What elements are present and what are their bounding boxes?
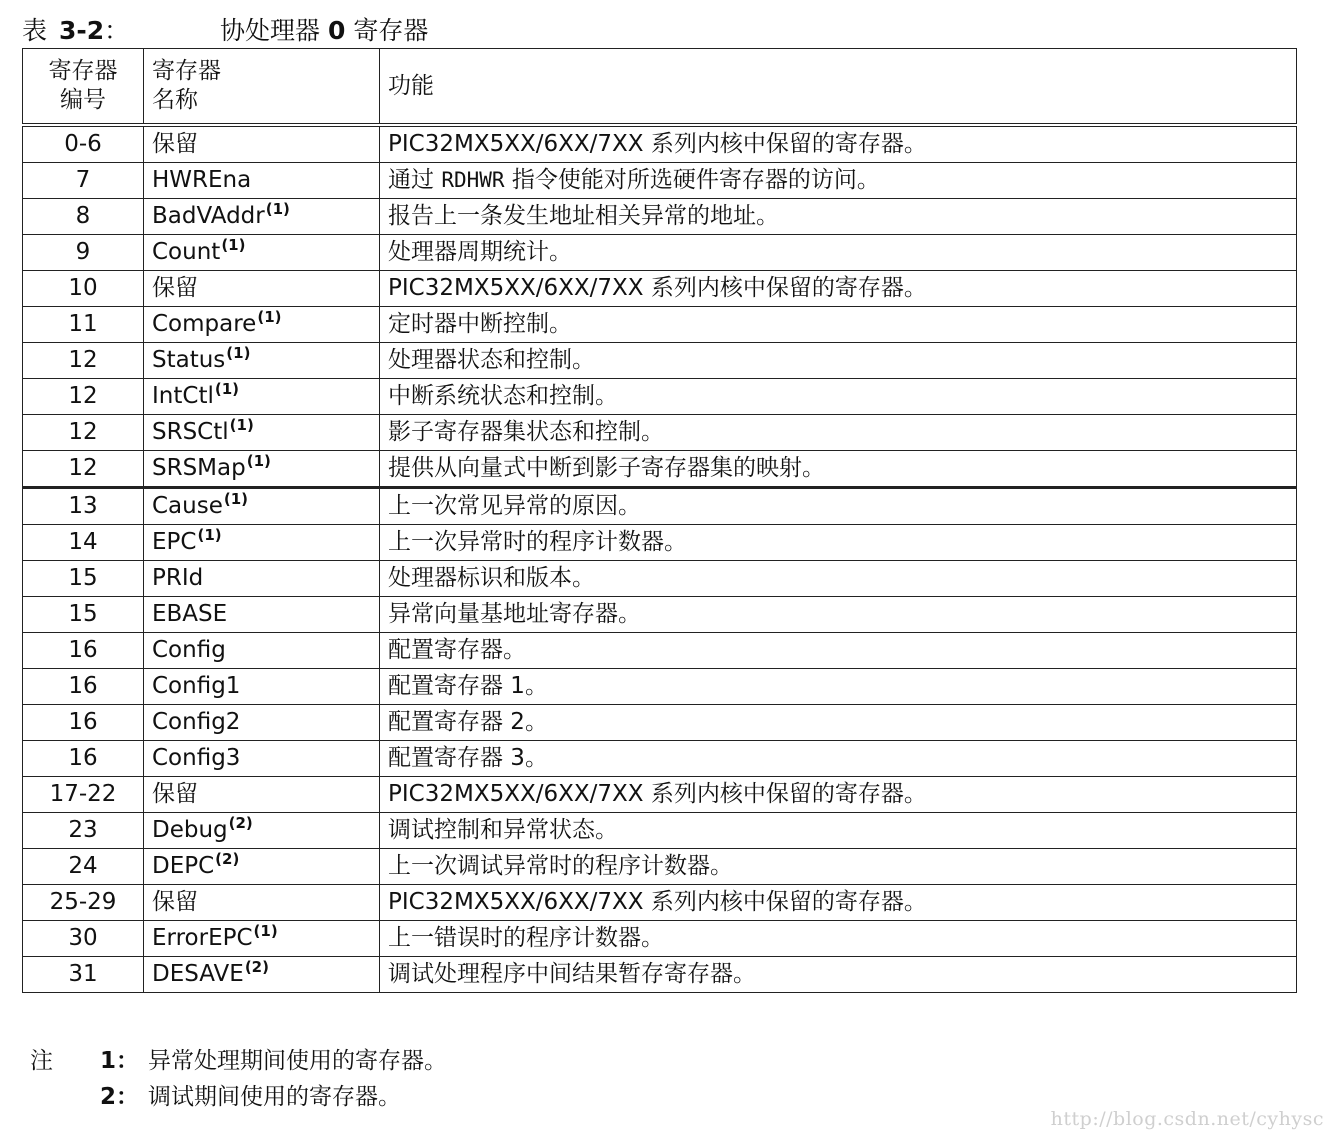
caption-title: [220, 14, 428, 48]
note-text: 调试期间使用的寄存器。: [148, 1084, 401, 1110]
register-name: IntCtl: [152, 383, 214, 409]
register-number-cell: 16: [23, 741, 144, 777]
note-reference: (1): [197, 526, 222, 544]
register-name-cell: [144, 597, 380, 633]
caption-title-num: 0: [327, 16, 346, 45]
register-name: 保留: [152, 781, 198, 807]
register-name: 保留: [152, 889, 198, 915]
register-name: DEPC: [152, 853, 215, 879]
table-row: [23, 379, 1297, 415]
note-reference: (2): [228, 814, 253, 832]
register-number-cell: 14: [23, 525, 144, 561]
register-name-cell: [144, 235, 380, 271]
notes-label: 注: [30, 1048, 53, 1074]
register-name: EPC: [152, 529, 197, 555]
caption-title-suffix: 寄存器: [353, 16, 429, 45]
register-name-cell: [144, 271, 380, 307]
register-number-cell: 12: [23, 451, 144, 488]
table-row: [23, 235, 1297, 271]
register-name-cell: [144, 561, 380, 597]
table-row: [23, 849, 1297, 885]
table-row: [23, 705, 1297, 741]
register-function-cell: PIC32MX5XX/6XX/7XX 系列内核中保留的寄存器。: [380, 271, 1297, 307]
register-function-cell: 处理器标识和版本。: [380, 561, 1297, 597]
register-number-cell: 25-29: [23, 885, 144, 921]
register-function-cell: [380, 163, 1297, 199]
register-name-cell: [144, 705, 380, 741]
register-name-cell: [144, 163, 380, 199]
caption-number: 3-2: [58, 16, 105, 45]
table-row: [23, 343, 1297, 379]
table-row: [23, 741, 1297, 777]
note-reference: (1): [226, 344, 251, 362]
register-number-cell: 24: [23, 849, 144, 885]
note-text: 异常处理期间使用的寄存器。: [148, 1048, 447, 1074]
register-number-cell: 7: [23, 163, 144, 199]
note-reference: (1): [229, 416, 254, 434]
register-name: SRSMap: [152, 455, 246, 481]
register-name: DESAVE: [152, 961, 244, 987]
register-function-cell: 中断系统状态和控制。: [380, 379, 1297, 415]
register-number-cell: 11: [23, 307, 144, 343]
instruction-code: RDHWR: [441, 168, 505, 192]
header-name-line1: 寄存器: [152, 58, 221, 84]
register-name: 保留: [152, 275, 198, 301]
register-name-cell: [144, 849, 380, 885]
register-number-cell: 10: [23, 271, 144, 307]
register-function-cell: 配置寄存器 2。: [380, 705, 1297, 741]
header-name-line2: 名称: [152, 87, 198, 113]
register-number-cell: 0-6: [23, 125, 144, 163]
caption-title-prefix: 协处理器: [220, 16, 321, 45]
header-function: 功能: [380, 49, 1297, 126]
register-function-cell: 上一错误时的程序计数器。: [380, 921, 1297, 957]
note-reference: (1): [246, 452, 271, 470]
table-row: [23, 307, 1297, 343]
register-name-cell: [144, 885, 380, 921]
table-row: [23, 957, 1297, 993]
register-function-cell: 配置寄存器。: [380, 633, 1297, 669]
table-row: [23, 125, 1297, 163]
register-number-cell: 12: [23, 415, 144, 451]
table-row: [23, 669, 1297, 705]
table-caption: [22, 14, 429, 48]
table-row: [23, 415, 1297, 451]
register-name-cell: [144, 379, 380, 415]
register-function-cell: PIC32MX5XX/6XX/7XX 系列内核中保留的寄存器。: [380, 777, 1297, 813]
register-name-cell: [144, 525, 380, 561]
register-function-cell: PIC32MX5XX/6XX/7XX 系列内核中保留的寄存器。: [380, 125, 1297, 163]
register-name-cell: [144, 669, 380, 705]
note-number: 1：: [100, 1048, 140, 1074]
register-name-cell: [144, 957, 380, 993]
register-function-cell: 报告上一条发生地址相关异常的地址。: [380, 199, 1297, 235]
table-row: [23, 525, 1297, 561]
register-name: Config2: [152, 709, 241, 735]
function-text-pre: 通过: [388, 167, 442, 193]
table-body: [23, 125, 1297, 993]
register-name-cell: [144, 415, 380, 451]
table-row: [23, 163, 1297, 199]
register-name-cell: [144, 451, 380, 488]
table-header-row: [23, 49, 1297, 126]
register-function-cell: 上一次调试异常时的程序计数器。: [380, 849, 1297, 885]
register-name: PRId: [152, 565, 204, 591]
register-function-cell: 调试控制和异常状态。: [380, 813, 1297, 849]
note-reference: (2): [244, 958, 269, 976]
register-name-cell: [144, 633, 380, 669]
register-number-cell: 16: [23, 669, 144, 705]
register-function-cell: 上一次常见异常的原因。: [380, 488, 1297, 525]
register-name-cell: [144, 488, 380, 525]
register-name: Debug: [152, 817, 228, 843]
register-name: EBASE: [152, 601, 228, 627]
table-row: [23, 488, 1297, 525]
register-name-cell: [144, 343, 380, 379]
table-row: [23, 813, 1297, 849]
register-name-cell: [144, 307, 380, 343]
table-row: [23, 633, 1297, 669]
table-row: [23, 777, 1297, 813]
register-name: Config3: [152, 745, 241, 771]
caption-colon: ：: [104, 16, 130, 45]
register-function-cell: 配置寄存器 3。: [380, 741, 1297, 777]
register-number-cell: 15: [23, 597, 144, 633]
note-reference: (1): [257, 308, 282, 326]
register-name-cell: [144, 921, 380, 957]
caption-label: 表: [22, 16, 48, 45]
header-num-line1: 寄存器: [48, 58, 118, 84]
register-number-cell: 12: [23, 379, 144, 415]
register-function-cell: 提供从向量式中断到影子寄存器集的映射。: [380, 451, 1297, 488]
register-function-cell: 处理器状态和控制。: [380, 343, 1297, 379]
note-reference: (1): [223, 490, 249, 508]
register-name-cell: [144, 777, 380, 813]
register-number-cell: 15: [23, 561, 144, 597]
register-function-cell: 配置寄存器 1。: [380, 669, 1297, 705]
register-function-cell: 异常向量基地址寄存器。: [380, 597, 1297, 633]
register-function-cell: 调试处理程序中间结果暂存寄存器。: [380, 957, 1297, 993]
register-function-cell: 定时器中断控制。: [380, 307, 1297, 343]
register-name: Count: [152, 239, 221, 265]
register-function-cell: 上一次异常时的程序计数器。: [380, 525, 1297, 561]
register-name: Cause: [152, 493, 223, 519]
note-reference: (1): [221, 236, 246, 254]
register-name: Config: [152, 637, 226, 663]
note-number: 2：: [100, 1084, 140, 1110]
table-row: [23, 885, 1297, 921]
register-table: [22, 48, 1297, 993]
table-row: [23, 271, 1297, 307]
table-row: [23, 597, 1297, 633]
note-reference: (1): [253, 922, 278, 940]
register-name: 保留: [152, 131, 198, 157]
register-name-cell: [144, 199, 380, 235]
register-name-cell: [144, 125, 380, 163]
register-number-cell: 23: [23, 813, 144, 849]
register-name: Status: [152, 347, 226, 373]
note-reference: (1): [265, 200, 290, 218]
table-row: [23, 561, 1297, 597]
register-number-cell: 16: [23, 633, 144, 669]
register-function-cell: PIC32MX5XX/6XX/7XX 系列内核中保留的寄存器。: [380, 885, 1297, 921]
register-name: Config1: [152, 673, 241, 699]
header-num-line2: 编号: [60, 87, 106, 113]
header-register-number: [23, 49, 144, 126]
note-reference: (2): [215, 850, 240, 868]
watermark: http://blog.csdn.net/cyhysc: [1050, 1108, 1324, 1130]
register-number-cell: 16: [23, 705, 144, 741]
register-name-cell: [144, 813, 380, 849]
register-name: Compare: [152, 311, 257, 337]
register-function-cell: 影子寄存器集状态和控制。: [380, 415, 1297, 451]
register-name: HWREna: [152, 167, 252, 193]
register-number-cell: 31: [23, 957, 144, 993]
register-number-cell: 17-22: [23, 777, 144, 813]
register-number-cell: 12: [23, 343, 144, 379]
register-name-cell: [144, 741, 380, 777]
note-reference: (1): [214, 380, 240, 398]
register-number-cell: 30: [23, 921, 144, 957]
table-row: [23, 921, 1297, 957]
register-name: SRSCtl: [152, 419, 229, 445]
register-function-cell: 处理器周期统计。: [380, 235, 1297, 271]
table-row: [23, 199, 1297, 235]
register-number-cell: 13: [23, 488, 144, 525]
header-register-name: [144, 49, 380, 126]
register-name: BadVAddr: [152, 203, 265, 229]
function-text-post: 指令使能对所选硬件寄存器的访问。: [504, 167, 880, 193]
register-name: ErrorEPC: [152, 925, 253, 951]
register-number-cell: 8: [23, 199, 144, 235]
register-number-cell: 9: [23, 235, 144, 271]
table-row: [23, 451, 1297, 488]
